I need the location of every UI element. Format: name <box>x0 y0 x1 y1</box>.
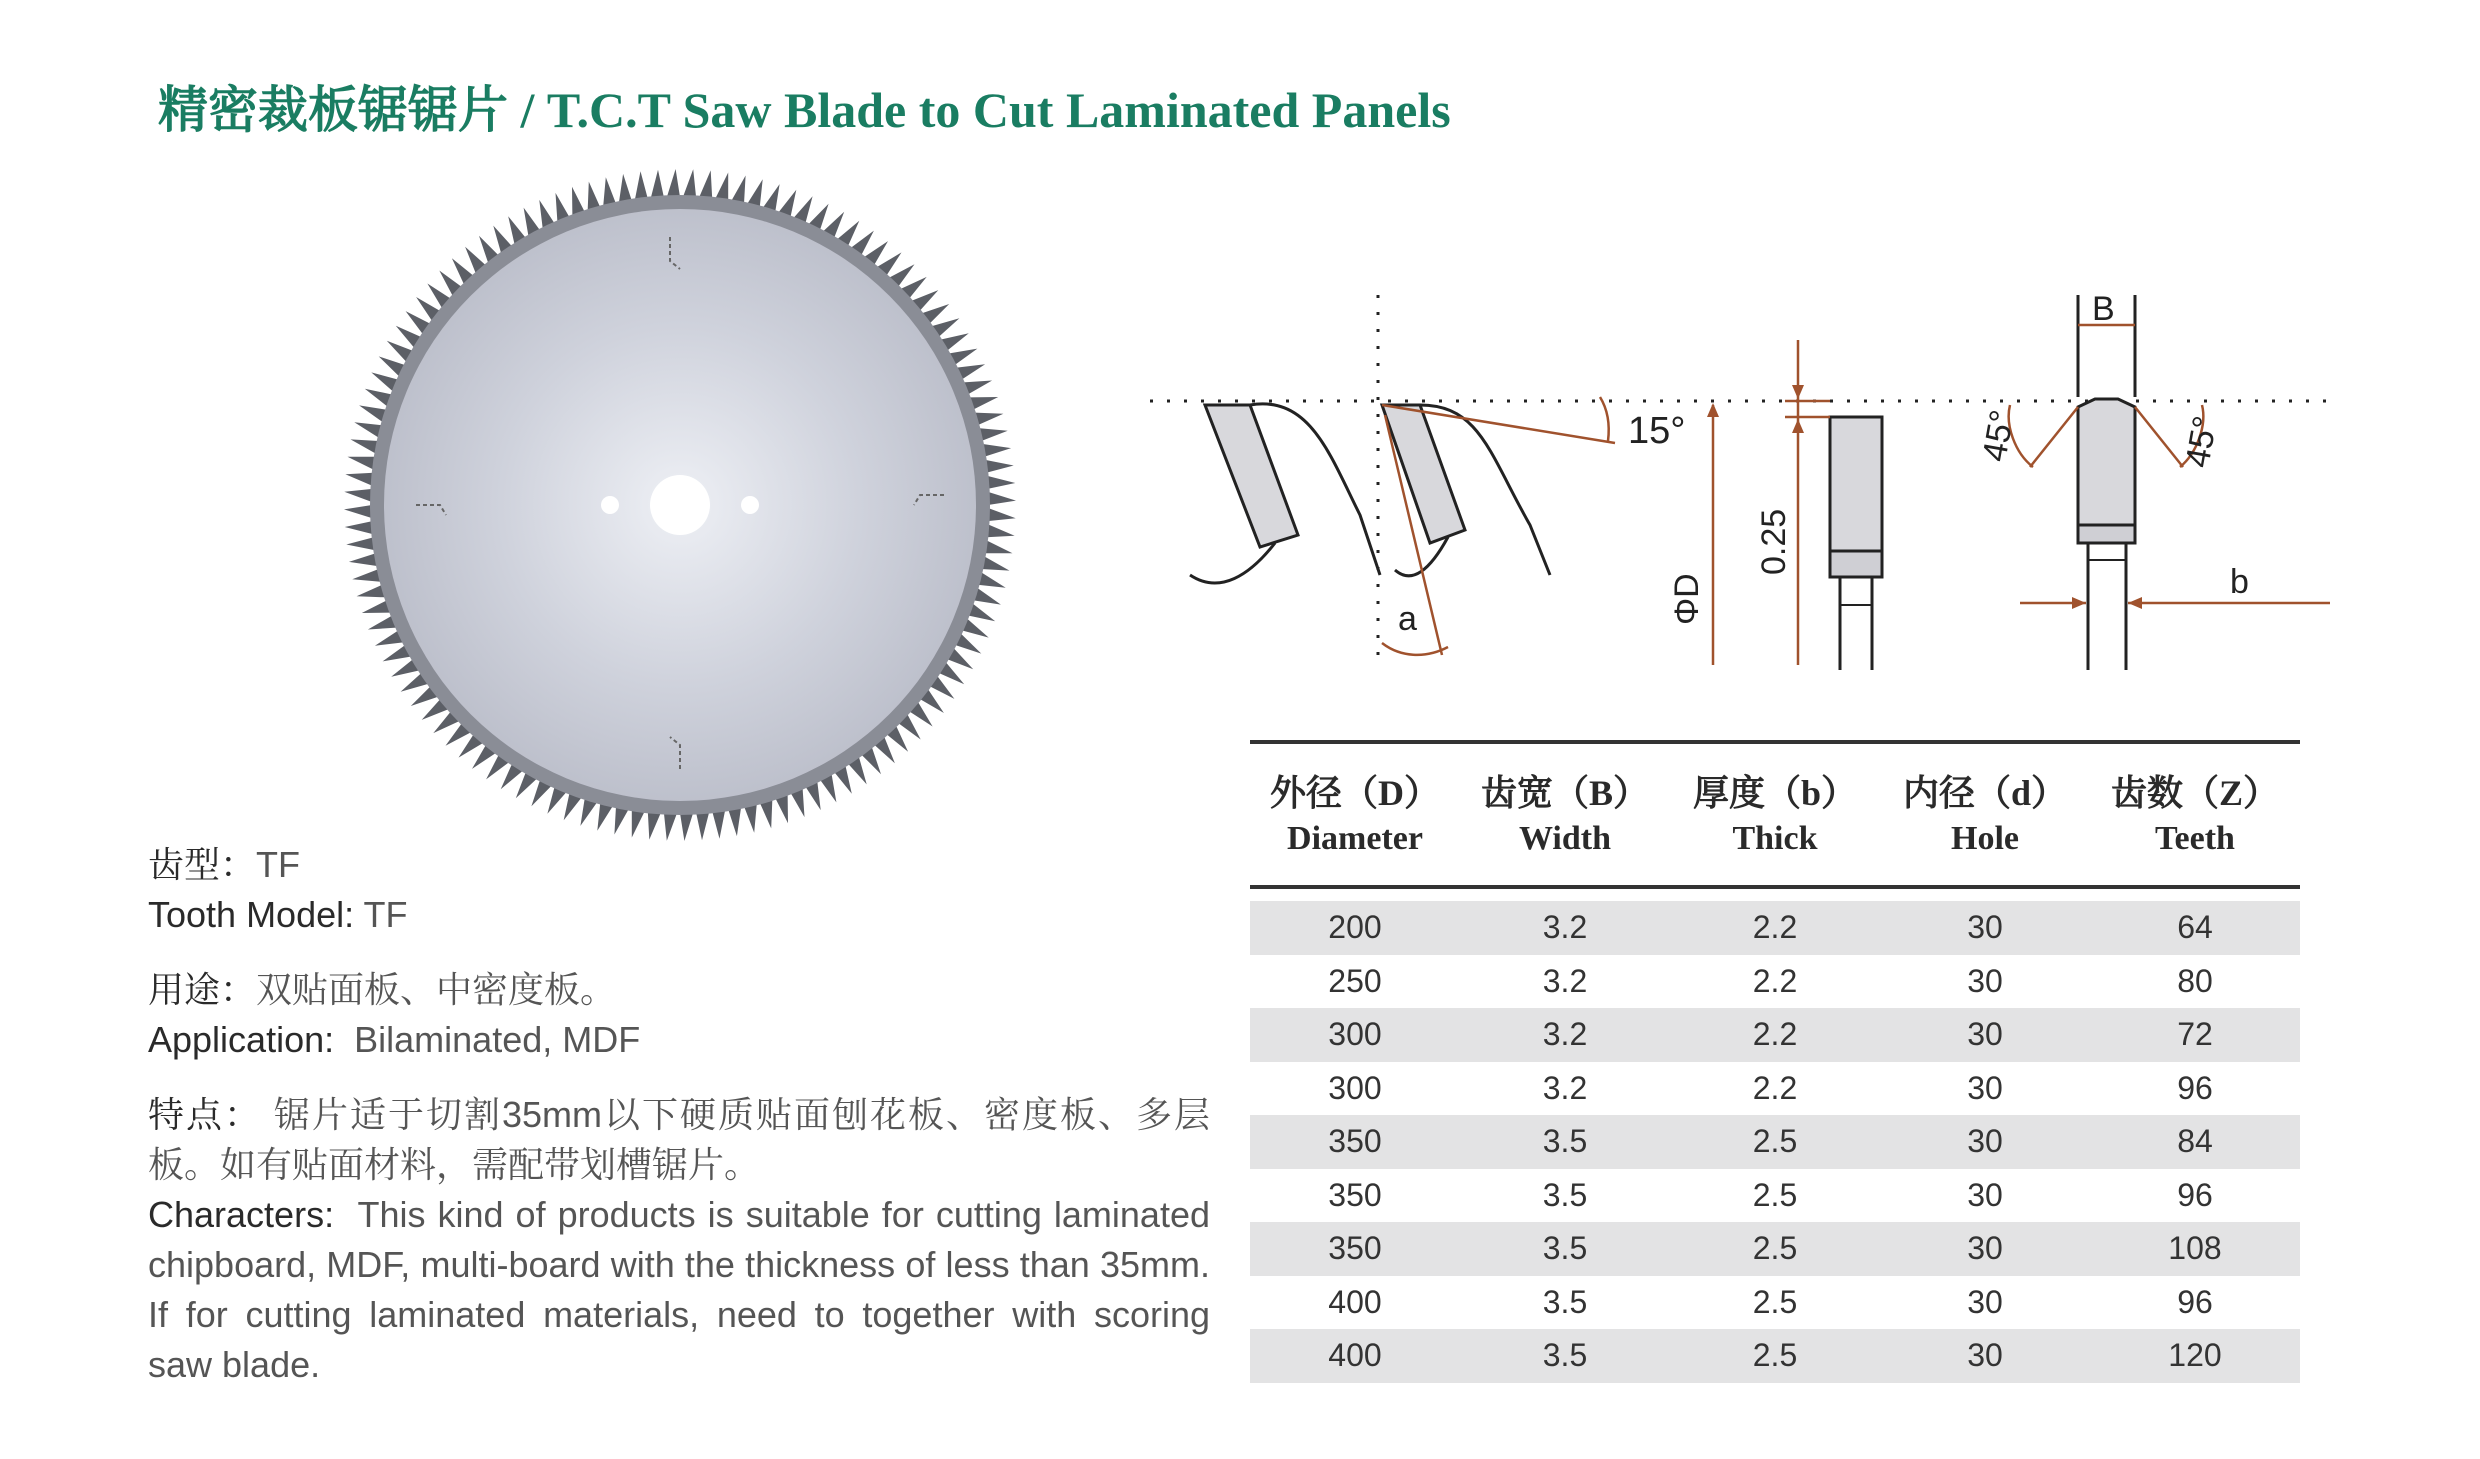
table-row <box>1250 1008 2300 1062</box>
diameter-label: ΦD <box>1668 573 1706 625</box>
table-row <box>1250 1169 2300 1223</box>
table-row <box>1250 1329 2300 1383</box>
cell-teeth: 80 <box>2090 955 2300 1009</box>
cell-diameter: 350 <box>1250 1222 1460 1276</box>
cell-width: 3.5 <box>1460 1329 1670 1383</box>
application-en-label: Application: <box>148 1019 335 1060</box>
cell-thick: 2.5 <box>1670 1222 1880 1276</box>
application-cn-value: 双贴面板、中密度板。 <box>256 969 617 1010</box>
cell-thick: 2.2 <box>1670 1062 1880 1116</box>
table-row <box>1250 901 2300 955</box>
cell-hole: 30 <box>1880 1169 2090 1223</box>
characters-cn-value: 锯片适于切割35mm以下硬质贴面刨花板、密度板、多层板。如有贴面材料，需配带划槽锯片。 <box>148 1094 1210 1185</box>
cell-diameter: 350 <box>1250 1169 1460 1223</box>
cell-diameter: 400 <box>1250 1329 1460 1383</box>
cell-diameter: 300 <box>1250 1062 1460 1116</box>
cell-hole: 30 <box>1880 1222 2090 1276</box>
angle-45-right-label: 45° <box>2178 413 2225 471</box>
cell-teeth: 84 <box>2090 1115 2300 1169</box>
cell-teeth: 108 <box>2090 1222 2300 1276</box>
header-diameter: 外径（D） Diameter <box>1250 742 1460 887</box>
cell-width: 3.5 <box>1460 1169 1670 1223</box>
pin-hole-right <box>741 496 759 514</box>
characters-cn-label: 特点 <box>148 1094 224 1135</box>
cell-diameter: 250 <box>1250 955 1460 1009</box>
table-row <box>1250 1222 2300 1276</box>
cell-teeth: 120 <box>2090 1329 2300 1383</box>
table-row <box>1250 1062 2300 1116</box>
cell-teeth: 64 <box>2090 901 2300 955</box>
table-row <box>1250 1276 2300 1330</box>
characters-en-value: This kind of products is suitable for cutting laminated chipboard, MDF, multi-board with the thickness of less than 35mm. If for cutting laminated materials, need to together with scoring saw blade. <box>148 1194 1211 1385</box>
cell-teeth: 96 <box>2090 1276 2300 1330</box>
cell-diameter: 350 <box>1250 1115 1460 1169</box>
cell-teeth: 72 <box>2090 1008 2300 1062</box>
cell-thick: 2.2 <box>1670 1008 1880 1062</box>
characters-en-label: Characters: <box>148 1194 335 1235</box>
angle-15-label: 15° <box>1628 410 1686 452</box>
cell-thick: 2.5 <box>1670 1329 1880 1383</box>
cell-hole: 30 <box>1880 1329 2090 1383</box>
header-thick: 厚度（b） Thick <box>1670 742 1880 887</box>
cell-hole: 30 <box>1880 955 2090 1009</box>
tooth-model-info: 齿型：TF Tooth Model: TF <box>148 844 408 935</box>
cell-thick: 2.5 <box>1670 1169 1880 1223</box>
cell-thick: 2.5 <box>1670 1276 1880 1330</box>
cell-hole: 30 <box>1880 1062 2090 1116</box>
application-en-value: Bilaminated, MDF <box>354 1019 641 1060</box>
angle-45-left-label: 45° <box>1975 407 2022 465</box>
tooth-model-cn-value: TF <box>256 844 301 885</box>
table-row <box>1250 1115 2300 1169</box>
application-cn-label: 用途 <box>148 969 221 1010</box>
cell-thick: 2.2 <box>1670 901 1880 955</box>
cell-hole: 30 <box>1880 1008 2090 1062</box>
header-teeth: 齿数（Z） Teeth <box>2090 742 2300 887</box>
table-row <box>1250 955 2300 1009</box>
cell-hole: 30 <box>1880 901 2090 955</box>
pin-hole-left <box>601 496 619 514</box>
arbor-hole <box>650 475 710 535</box>
cell-width: 3.2 <box>1460 955 1670 1009</box>
cell-thick: 2.5 <box>1670 1115 1880 1169</box>
cell-width: 3.2 <box>1460 901 1670 955</box>
cell-teeth: 96 <box>2090 1169 2300 1223</box>
tooth-model-en-value: TF <box>363 894 408 935</box>
characters-info: 特点： 锯片适于切割35mm以下硬质贴面刨花板、密度板、多层板。如有贴面材料，需配带划槽锯片。 Characters: This kind of products is suitable for cutting laminated chipboard, MDF, multi-board with the thickness of less than 35mm. If for cutting laminated materials, need to together with scoring saw blade. <box>148 1094 1211 1385</box>
tooth-model-cn-label: 齿型 <box>148 844 221 885</box>
width-B-label: B <box>2092 290 2115 328</box>
cell-hole: 30 <box>1880 1115 2090 1169</box>
cell-width: 3.2 <box>1460 1062 1670 1116</box>
cell-width: 3.5 <box>1460 1115 1670 1169</box>
cell-diameter: 400 <box>1250 1276 1460 1330</box>
header-hole: 内径（d） Hole <box>1880 742 2090 887</box>
cell-hole: 30 <box>1880 1276 2090 1330</box>
angle-a-label: a <box>1398 600 1417 638</box>
tooth-profile-diagram <box>1130 285 2340 685</box>
cell-width: 3.2 <box>1460 1008 1670 1062</box>
cell-thick: 2.2 <box>1670 955 1880 1009</box>
saw-blade-image <box>340 165 1020 845</box>
thickness-label: 0.25 <box>1755 508 1793 575</box>
spec-table <box>1250 740 2300 1383</box>
tooth-model-en-label: Tooth Model: <box>148 894 355 935</box>
cell-width: 3.5 <box>1460 1222 1670 1276</box>
application-info: 用途：双贴面板、中密度板。 Application: Bilaminated, MDF <box>148 969 641 1060</box>
cell-teeth: 96 <box>2090 1062 2300 1116</box>
cell-diameter: 200 <box>1250 901 1460 955</box>
page-title: 精密裁板锯锯片 / T.C.T Saw Blade to Cut Laminated Panels <box>158 82 1451 138</box>
table-header-row <box>1250 742 2300 887</box>
thick-b-label: b <box>2230 563 2249 601</box>
cell-diameter: 300 <box>1250 1008 1460 1062</box>
header-width: 齿宽（B） Width <box>1460 742 1670 887</box>
cell-width: 3.5 <box>1460 1276 1670 1330</box>
